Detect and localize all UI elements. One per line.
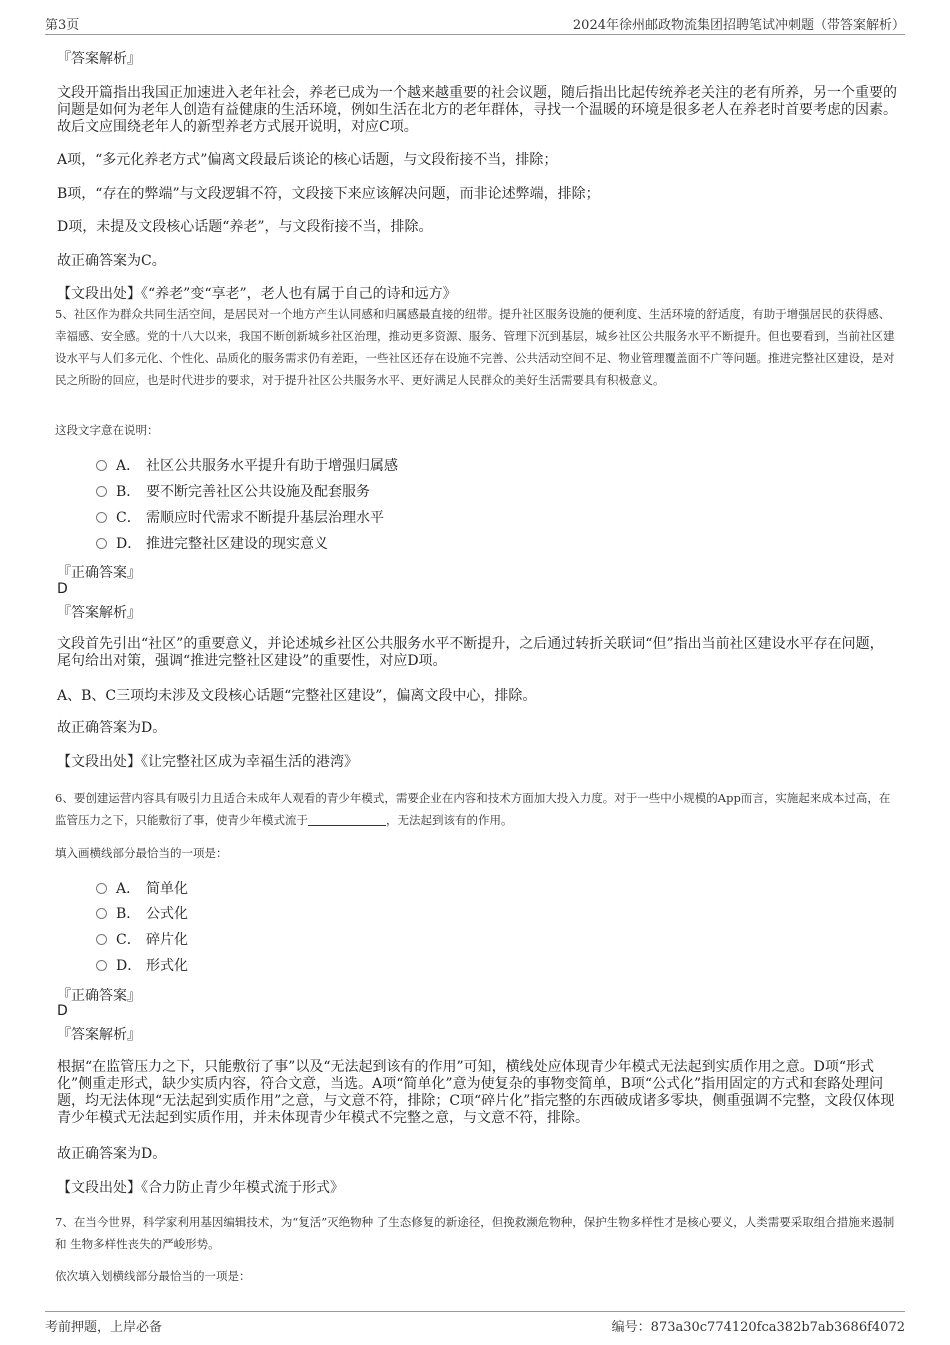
q4-analysis-label: 『答案解析』	[57, 51, 141, 67]
q6-option-a[interactable]: A． 简单化	[96, 878, 188, 898]
footer-slogan: 考前押题，上岸必备	[45, 1320, 163, 1335]
q4-analysis-p2: A项，“多元化养老方式”偏离文段最后谈论的核心话题，与文段衔接不当，排除；	[57, 152, 558, 168]
q5-answer: D	[57, 581, 68, 597]
q5-correct-label: 『正确答案』	[57, 565, 141, 581]
page-header	[45, 12, 905, 35]
document-code: 编号：873a30c774120fca382b7ab3686f4072	[611, 1320, 905, 1335]
q6-option-c[interactable]: C． 碎片化	[96, 929, 188, 949]
q6-source: 【文段出处】《合力防止青少年模式流于形式》	[57, 1180, 344, 1196]
q5-analysis-p2: A、B、C三项均未涉及文段核心话题“完整社区建设”，偏离文段中心，排除。	[57, 688, 537, 704]
q6-analysis-label: 『答案解析』	[57, 1027, 141, 1043]
q5-prompt: 这段文字意在说明：	[55, 423, 159, 437]
radio-icon[interactable]	[96, 934, 107, 945]
q5-conclusion: 故正确答案为D。	[57, 720, 167, 736]
q6-correct-label: 『正确答案』	[57, 988, 141, 1004]
q4-analysis-p3: B项，“存在的弊端”与文段逻辑不符，文段接下来应该解决问题，而非论述弊端，排除；	[57, 186, 600, 202]
radio-icon[interactable]	[96, 486, 107, 497]
q5-option-c[interactable]: C． 需顺应时代需求不断提升基层治理水平	[96, 507, 384, 527]
q5-stem: 5、社区作为群众共同生活空间，是居民对一个地方产生认同感和归属感最直接的纽带。提升社区服务设施的便利度、生活环境的舒适度，有助于增强居民的获得感、幸福感、安全感。党的十八大以来，我国不断创新城乡社区治理，推动更多资源、服务、管理下沉到基层，城乡社区公共服务水平不断提升。但也要看到，当前社区建设水平与人们多元化、个性化、品质化的服务需求仍有差距，一些社区还存在设施不完善、公共活动空间不足、物业管理覆盖面不广等问题。推进完整社区建设，是对民之所盼的回应，也是时代进步的要求，对于提升社区公共服务水平、更好满足人民群众的美好生活需要具有积极意义。	[55, 307, 895, 387]
q5-option-b[interactable]: B． 要不断完善社区公共设施及配套服务	[96, 481, 370, 501]
q4-conclusion: 故正确答案为C。	[57, 253, 166, 269]
page-footer	[45, 1311, 905, 1338]
q6-stem: 6、要创建运营内容具有吸引力且适合未成年人观看的青少年模式，需要企业在内容和技术方面加大投入力度。对于一些中小规模的App而言，实施起来成本过高，在监管压力之下，只能敷衍了事，使青少年模式流于 ，无法起到该有的作用。	[55, 791, 891, 827]
radio-icon[interactable]	[96, 538, 107, 549]
radio-icon[interactable]	[96, 883, 107, 894]
answer-blank	[308, 813, 386, 826]
q7-prompt: 依次填入划横线部分最恰当的一项是：	[55, 1269, 251, 1283]
q5-option-a[interactable]: A． 社区公共服务水平提升有助于增强归属感	[96, 455, 398, 475]
q7-stem: 7、在当今世界，科学家利用基因编辑技术，为“复活”灭绝物种 了生态修复的新途径，但挽救濒危物种，保护生物多样性才是核心要义，人类需要采取组合措施来遏制和 生物多样性丧失的严峻形势。	[55, 1215, 895, 1251]
q5-analysis-label: 『答案解析』	[57, 605, 141, 621]
q6-prompt: 填入画横线部分最恰当的一项是：	[55, 846, 228, 860]
q5-source: 【文段出处】《让完整社区成为幸福生活的港湾》	[57, 754, 358, 770]
page-number: 第3页	[45, 18, 80, 33]
q6-answer: D	[57, 1003, 68, 1019]
radio-icon[interactable]	[96, 512, 107, 523]
q5-option-d[interactable]: D． 推进完整社区建设的现实意义	[96, 533, 328, 553]
q6-option-b[interactable]: B． 公式化	[96, 903, 188, 923]
q4-analysis-p4: D项，未提及文段核心话题“养老”，与文段衔接不当，排除。	[57, 219, 433, 235]
radio-icon[interactable]	[96, 960, 107, 971]
radio-icon[interactable]	[96, 460, 107, 471]
q6-analysis-p1: 根据“在监管压力之下，只能敷衍了事”以及“无法起到该有的作用”可知，横线处应体现青少年模式无法起到实质作用之意。D项“形式化”侧重走形式，缺少实质内容，符合文意，当选。A项“简单化”意为使复杂的事物变简单，B项“公式化”指用固定的方式和套路处理问题，均无法体现“无法起到实质作用”之意，与文意不符，排除；C项“碎片化”指完整的东西破成诸多零块，侧重强调不完整，文段仅体现青少年模式无法起到实质作用，并未体现青少年模式不完整之意，与文意不符，排除。	[57, 1059, 895, 1126]
q4-analysis-p1: 文段开篇指出我国正加速进入老年社会，养老已成为一个越来越重要的社会议题，随后指出比起传统养老关注的老有所养，另一个重要的问题是如何为老年人创造有益健康的生活环境，例如生活在北方的老年群体，寻找一个温暖的环境是很多老人在养老时首要考虑的因素。故后文应围绕老年人的新型养老方式展开说明，对应C项。	[57, 85, 897, 135]
q4-source: 【文段出处】《“养老”变“享老”，老人也有属于自己的诗和远方》	[57, 286, 457, 302]
q5-analysis-p1: 文段首先引出“社区”的重要意义，并论述城乡社区公共服务水平不断提升，之后通过转折关联词“但”指出当前社区建设水平存在问题，尾句给出对策，强调“推进完整社区建设”的重要性，对应D项。	[57, 636, 884, 669]
radio-icon[interactable]	[96, 908, 107, 919]
q6-option-d[interactable]: D． 形式化	[96, 955, 188, 975]
document-title: 2024年徐州邮政物流集团招聘笔试冲刺题（带答案解析）	[572, 18, 905, 33]
q6-conclusion: 故正确答案为D。	[57, 1146, 167, 1162]
